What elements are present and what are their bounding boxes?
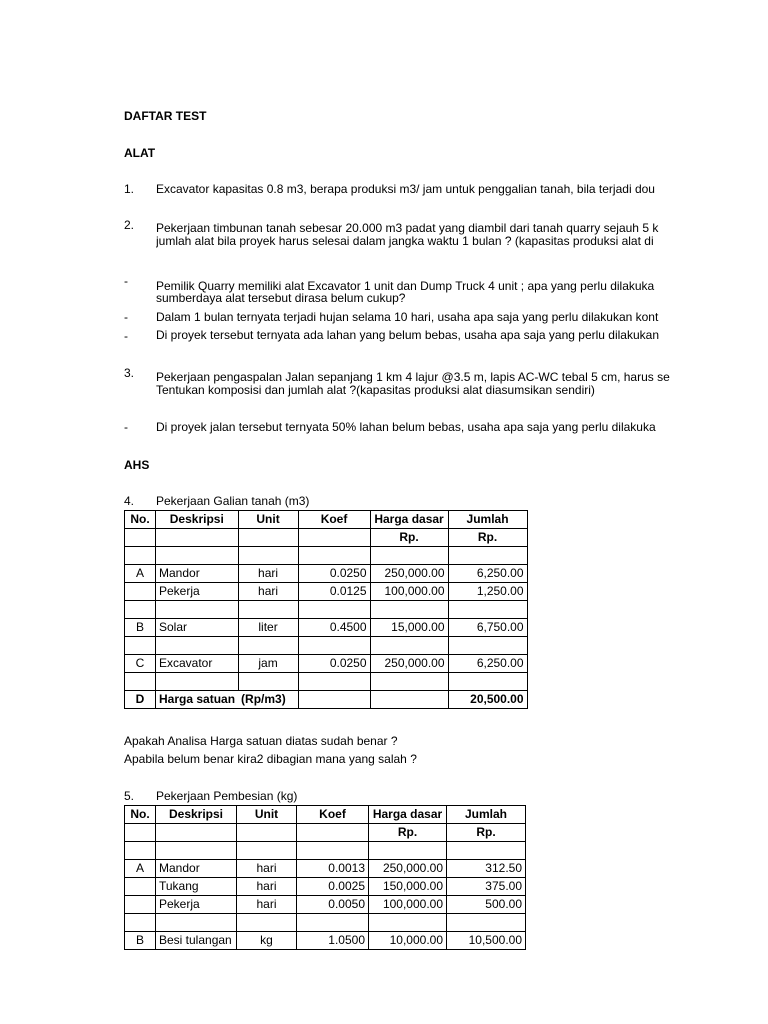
header-rp: Rp.: [370, 529, 448, 547]
table-row: Tukang hari 0.0025 150,000.00 375.00: [125, 878, 526, 896]
header-rp: Rp.: [448, 529, 527, 547]
bullet-2-text: Dalam 1 bulan ternyata terjadi hujan selama 10 hari, usaha apa saja yang perlu dilakukan kont: [156, 311, 659, 324]
table-spacer-row: [125, 914, 526, 932]
bullet-mark: -: [124, 329, 128, 343]
header-rp: Rp.: [447, 824, 526, 842]
table-spacer-row: [125, 547, 528, 565]
table-row: A Mandor hari 0.0250 250,000.00 6,250.00: [125, 565, 528, 583]
bullet-mark: -: [124, 310, 128, 324]
question-5-title: Pekerjaan Pembesian (kg): [156, 789, 298, 803]
question-3-number: 3.: [124, 366, 135, 380]
question-4-remark-2: Apabila belum benar kira2 dibagian mana yang salah ?: [124, 752, 417, 766]
question-4-number: 4.: [124, 494, 135, 508]
table-header-row: [125, 806, 526, 824]
bullet-3-text: Di proyek tersebut ternyata ada lahan yang belum bebas, usaha apa saja yang perlu dilakukan: [156, 329, 659, 342]
header-no: No.: [125, 511, 156, 529]
section-heading-ahs: AHS: [124, 458, 150, 472]
question-4-title: Pekerjaan Galian tanah (m3): [156, 494, 310, 508]
question-3-line-1: Pekerjaan pengaspalan Jalan sepanjang 1 km 4 lajur @3.5 m, lapis AC-WC tebal 5 cm, harus se: [156, 371, 670, 384]
question-3-line-2: Tentukan komposisi dan jumlah alat ?(kapasitas produksi alat diasumsikan sendiri): [156, 384, 595, 397]
header-no: No.: [125, 806, 156, 824]
table-row: Pekerja hari 0.0050 100,000.00 500.00: [125, 896, 526, 914]
table-row: B Solar liter 0.4500 15,000.00 6,750.00: [125, 619, 528, 637]
document-title: DAFTAR TEST: [124, 109, 207, 123]
table-header-row: [125, 511, 528, 529]
question-2-line-2: jumlah alat bila proyek harus selesai dalam jangka waktu 1 bulan ? (kapasitas produksi alat di: [156, 235, 654, 248]
header-unit: Unit: [237, 806, 297, 824]
header-harga-dasar: Harga dasar: [369, 806, 447, 824]
header-harga-dasar: Harga dasar: [370, 511, 448, 529]
question-4-remark-1: Apakah Analisa Harga satuan diatas sudah benar ?: [124, 734, 398, 748]
header-jumlah: Jumlah: [447, 806, 526, 824]
question-1-number: 1.: [124, 182, 135, 196]
bullet-mark: -: [124, 274, 128, 288]
question-5-number: 5.: [124, 789, 135, 803]
question-2-line-1: Pekerjaan timbunan tanah sebesar 20.000 m3 padat yang diambil dari tanah quarry sejauh 5 k: [156, 222, 659, 235]
table-total-row: D Harga satuan (Rp/m3) 20,500.00: [125, 691, 528, 709]
table-row: A Mandor hari 0.0013 250,000.00 312.50: [125, 860, 526, 878]
bullet-4-text: Di proyek jalan tersebut ternyata 50% lahan belum bebas, usaha apa saja yang perlu dilakuka: [156, 421, 656, 434]
table-row: Pekerja hari 0.0125 100,000.00 1,250.00: [125, 583, 528, 601]
table-spacer-row: [125, 601, 528, 619]
table-row: B Besi tulangan kg 1.0500 10,000.00 10,500.00: [125, 932, 526, 950]
table-header-subrow: [125, 824, 526, 842]
header-deskripsi: Deskripsi: [156, 511, 239, 529]
table-spacer-row: [125, 637, 528, 655]
table-spacer-row: [125, 673, 528, 691]
section-heading-alat: ALAT: [124, 146, 156, 160]
header-unit: Unit: [238, 511, 298, 529]
header-jumlah: Jumlah: [448, 511, 527, 529]
bullet-1-line-1: Pemilik Quarry memiliki alat Excavator 1 unit dan Dump Truck 4 unit ; apa yang perlu dilakuka: [156, 280, 655, 293]
bullet-1-line-2: sumberdaya alat tersebut dirasa belum cukup?: [156, 292, 406, 305]
header-rp: Rp.: [369, 824, 447, 842]
question-1-text: Excavator kapasitas 0.8 m3, berapa produksi m3/ jam untuk penggalian tanah, bila terjadi dou: [156, 183, 655, 196]
ahs-table-pembesian: [124, 805, 526, 950]
table-header-subrow: [125, 529, 528, 547]
header-koef: Koef: [297, 806, 369, 824]
question-2-number: 2.: [124, 218, 135, 232]
header-koef: Koef: [298, 511, 370, 529]
header-deskripsi: Deskripsi: [156, 806, 237, 824]
table-spacer-row: [125, 842, 526, 860]
table-row: C Excavator jam 0.0250 250,000.00 6,250.00: [125, 655, 528, 673]
bullet-mark: -: [124, 420, 128, 434]
ahs-table-galian: [124, 510, 528, 709]
